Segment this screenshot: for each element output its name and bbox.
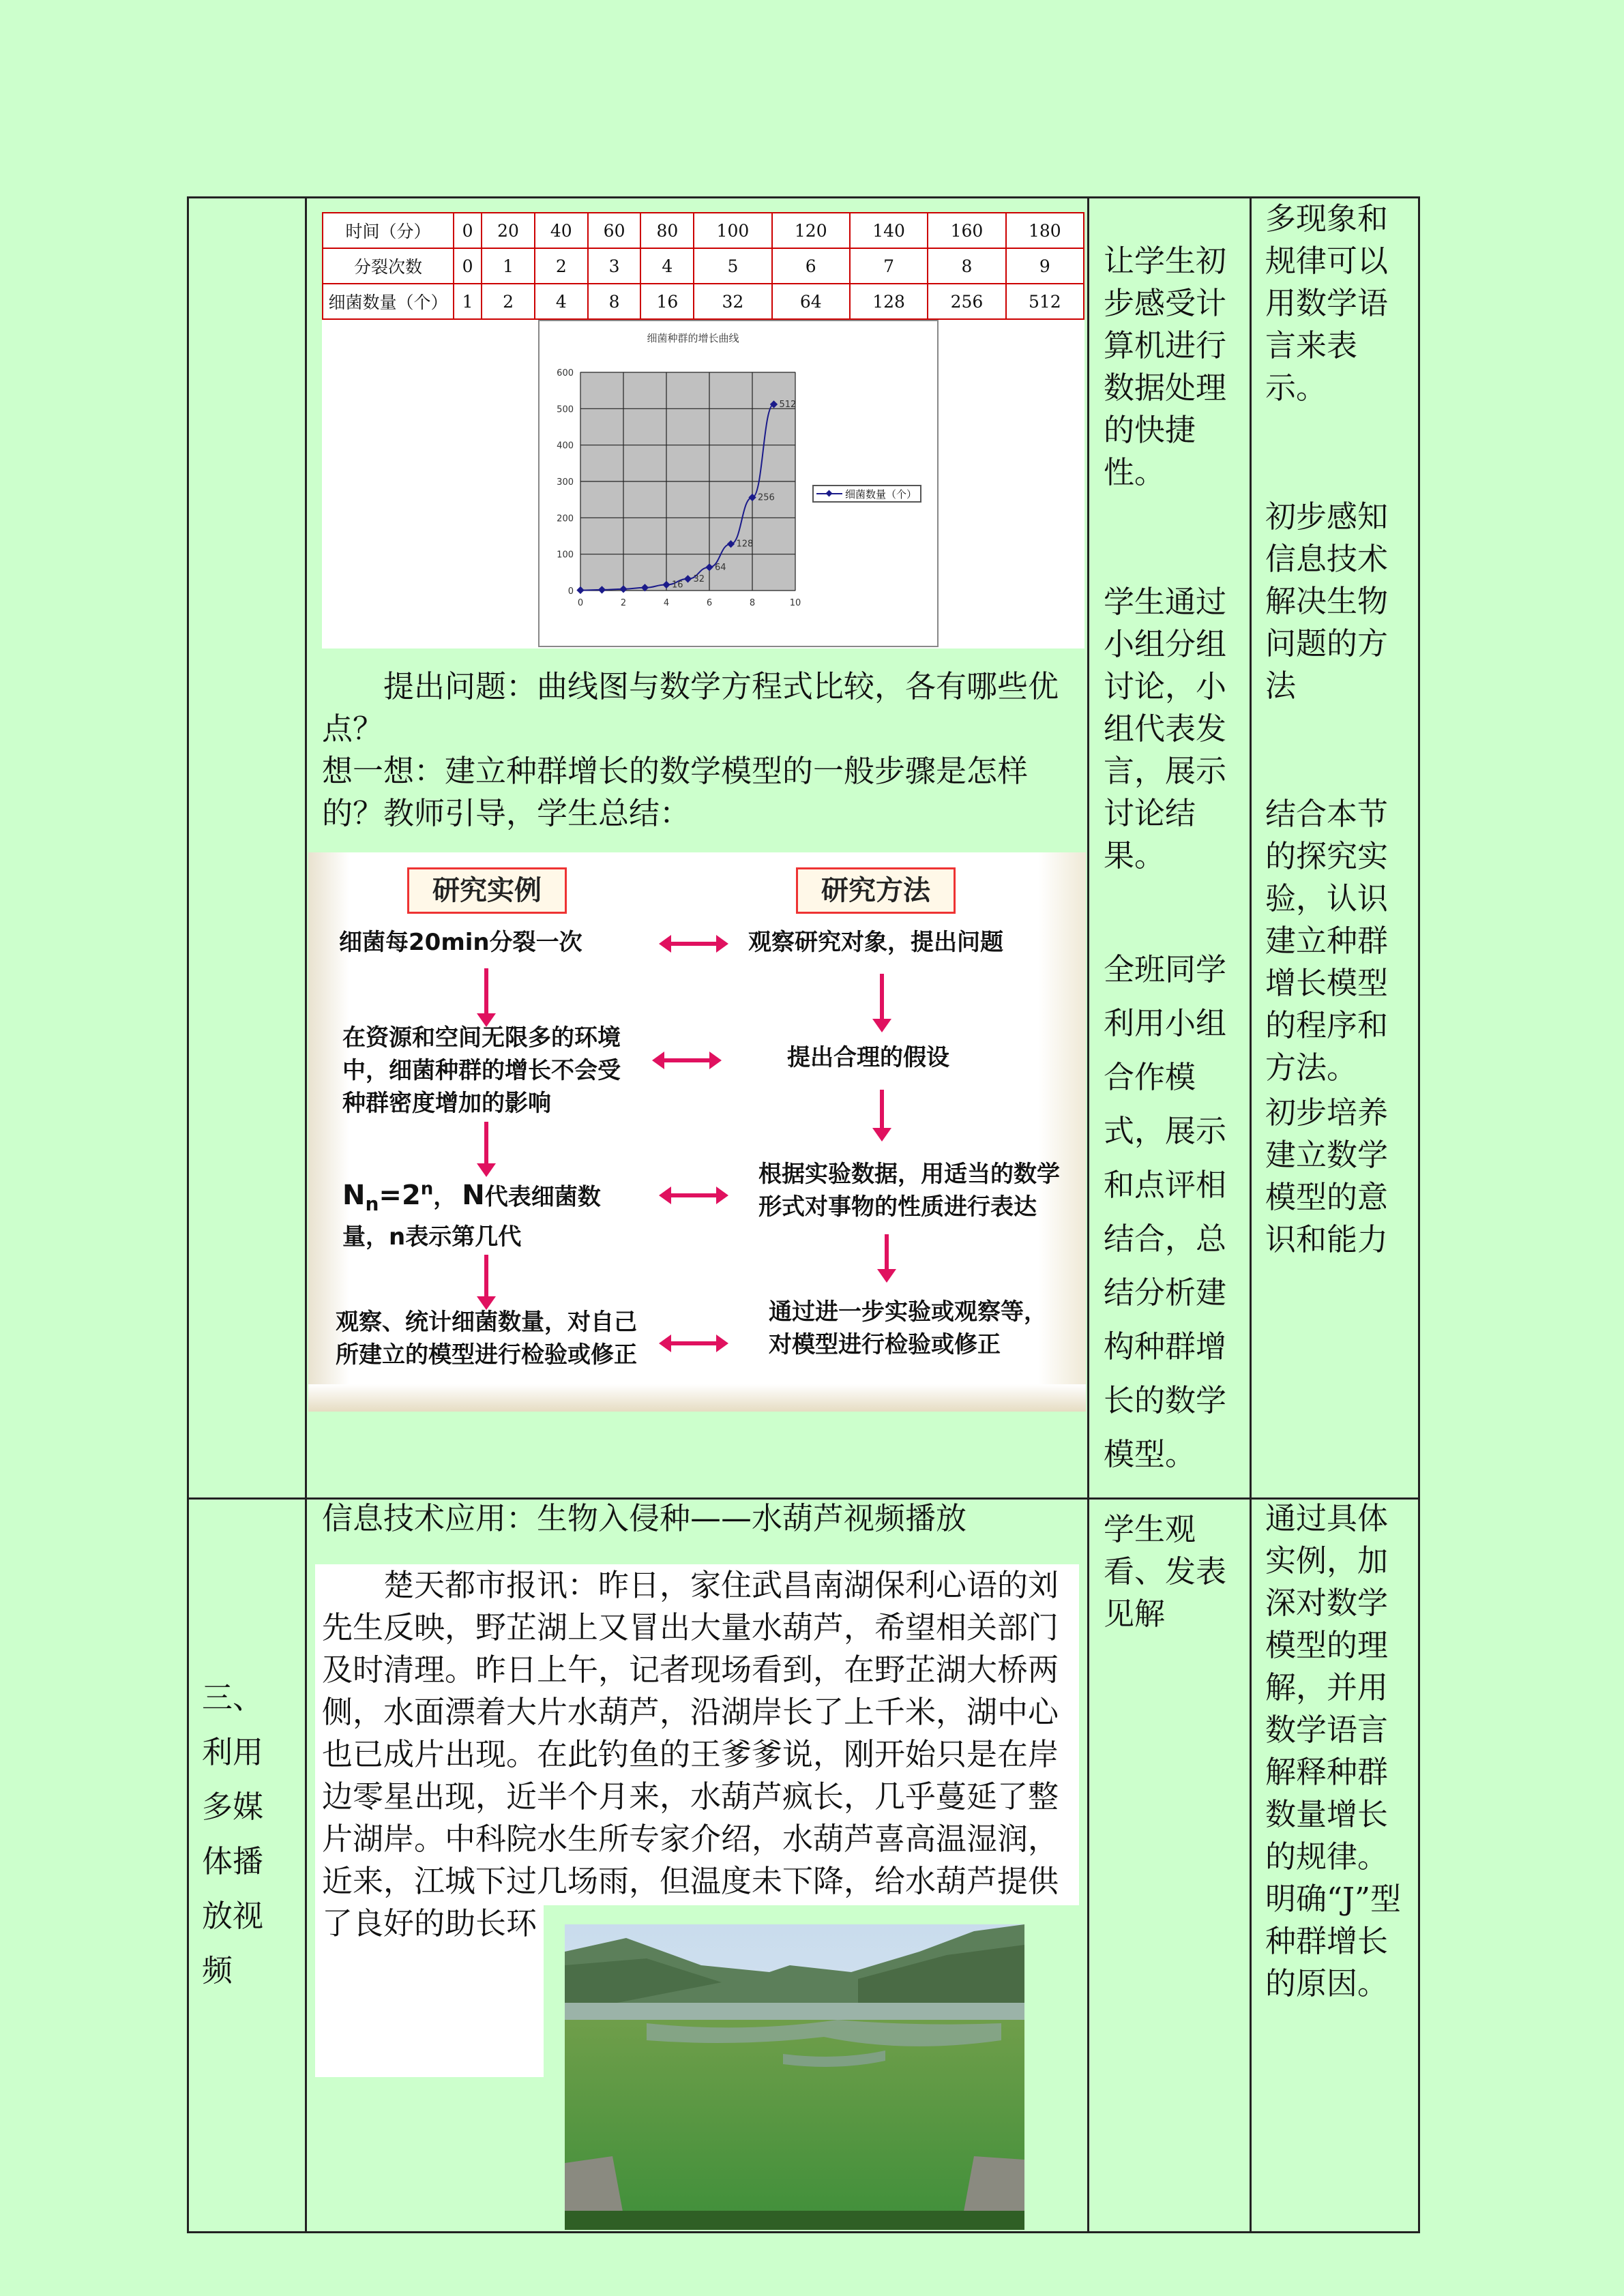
table-cell: 4 — [535, 284, 588, 319]
formula-eq: =2 — [379, 1180, 421, 1212]
table-col-divider-3 — [1250, 196, 1252, 2233]
x-tick-label: 8 — [749, 598, 756, 608]
table-cell: 64 — [772, 284, 850, 319]
table-row — [323, 213, 1084, 248]
table-left-border — [187, 196, 189, 2233]
section-title: 三、利用多媒体播放视频 — [202, 1680, 264, 1988]
diagram-bg-bottom — [308, 1384, 1086, 1412]
water-hyacinth-photo — [565, 1924, 1024, 2230]
table-cell: 5 — [694, 248, 771, 284]
table-col-divider-2 — [1087, 196, 1089, 2233]
row-label: 细菌数量（个） — [323, 284, 454, 319]
double-arrow-icon — [670, 1341, 718, 1345]
formula-n: N — [342, 1180, 366, 1212]
table-cell: 1 — [454, 284, 482, 319]
step-left-1: 细菌每20min分裂一次 — [339, 929, 582, 956]
step-right-1: 观察研究对象，提出问题 — [748, 929, 1003, 956]
table-cell: 9 — [1006, 248, 1084, 284]
table-cell: 6 — [772, 248, 850, 284]
down-arrow-icon — [885, 1234, 889, 1272]
y-tick-label: 100 — [557, 550, 574, 561]
step-left-2: 在资源和空间无限多的环境中，细菌种群的增长不会受种群密度增加的影响 — [342, 1024, 621, 1117]
table-cell: 0 — [454, 213, 482, 248]
table-cell: 180 — [1006, 213, 1084, 248]
formula-comma: ， — [433, 1183, 457, 1211]
x-tick-label: 10 — [789, 598, 801, 608]
table-cell: 120 — [772, 213, 850, 248]
table-cell: 160 — [928, 213, 1005, 248]
step-right-2: 提出合理的假设 — [787, 1044, 949, 1071]
header-research-example: 研究实例 — [407, 867, 567, 914]
chart-area — [322, 320, 1084, 648]
table-cell: 20 — [482, 213, 535, 248]
bacteria-data-table — [322, 212, 1084, 320]
formula-subscript: n — [365, 1193, 379, 1216]
table-row — [323, 284, 1084, 319]
table-cell: 0 — [454, 248, 482, 284]
purpose-text-3: 全班同学利用小组合作模式，展示和点评相结合，总结分析建构种群增长的数学模型。 — [1104, 951, 1227, 1472]
table-col-divider-1 — [305, 196, 307, 2233]
growth-chart-svg — [540, 321, 937, 646]
table-cell: 3 — [588, 248, 641, 284]
data-label: 256 — [758, 492, 775, 503]
viewing-text: 学生观看、发表见解 — [1104, 1511, 1227, 1632]
down-arrow-icon — [484, 1255, 488, 1299]
think-text: 想一想：建立种群增长的数学模型的一般步骤是怎样的？教师引导，学生总结： — [322, 753, 1029, 831]
formula-superscript: n — [420, 1179, 434, 1199]
table-cell: 128 — [850, 284, 928, 319]
goal-text-3: 结合本节的探究实验，认识建立种群增长模型的程序和方法。 — [1265, 796, 1389, 1086]
goal-text-1: 多现象和规律可以用数学语言来表示。 — [1265, 200, 1389, 406]
legend-label: 细菌数量（个） — [845, 488, 917, 501]
table-cell: 4 — [640, 248, 694, 284]
modeling-steps-diagram — [308, 852, 1086, 1412]
table-cell: 2 — [482, 284, 535, 319]
video-heading: 信息技术应用：生物入侵种——水葫芦视频播放 — [322, 1500, 967, 1536]
table-cell: 512 — [1006, 284, 1084, 319]
step-right-3: 根据实验数据，用适当的数学形式对事物的性质进行表达 — [758, 1161, 1060, 1221]
data-label: 512 — [779, 399, 797, 410]
chart-title: 细菌种群的增长曲线 — [647, 332, 739, 344]
header-research-method: 研究方法 — [796, 867, 956, 914]
table-cell: 8 — [588, 284, 641, 319]
table-cell: 7 — [850, 248, 928, 284]
data-label: 32 — [693, 573, 705, 584]
table-cell: 60 — [588, 213, 641, 248]
row-label: 时间（分） — [323, 213, 454, 248]
growth-chart — [538, 320, 939, 647]
table-cell: 40 — [535, 213, 588, 248]
table-cell: 2 — [535, 248, 588, 284]
y-tick-label: 600 — [557, 368, 574, 378]
y-tick-label: 200 — [557, 513, 574, 524]
x-tick-label: 0 — [577, 598, 584, 608]
table-cell: 80 — [640, 213, 694, 248]
news-text: 楚天都市报讯：昨日，家住武昌南湖保利心语的刘先生反映，野芷湖上又冒出大量水葫芦，希望相关部门及时清理。昨日上午，记者现场看到，在野芷湖大桥两侧，水面漂着大片水葫芦，沿湖岸长了上千米，湖中心也已成片出现。在此钓鱼的王爹爹说，刚开始只是在岸边零星出现，近半个月来，水葫芦疯长，几乎蔓延了整片湖岸。中科院水生所专家介绍，水葫芦喜高温湿润，近来，江城下过几场雨，但温度未下降，给水葫芦提供了良好的助长环 — [322, 1567, 1059, 1941]
y-tick-label: 300 — [557, 477, 574, 488]
y-tick-label: 400 — [557, 441, 574, 451]
formula — [342, 1179, 434, 1216]
formula-desc: 代表细菌数量，n表示第几代 — [342, 1183, 601, 1251]
table-top-border — [187, 196, 1420, 198]
step-left-4: 观察、统计细菌数量，对自己所建立的模型进行检验或修正 — [336, 1309, 637, 1369]
table-row — [323, 248, 1084, 284]
step-left-3 — [342, 1173, 643, 1253]
lake-photo-svg — [565, 1924, 1024, 2230]
double-arrow-icon — [670, 942, 718, 946]
double-arrow-icon — [663, 1058, 711, 1062]
x-tick-label: 2 — [620, 598, 627, 608]
down-arrow-icon — [880, 1090, 884, 1131]
down-arrow-icon — [880, 974, 884, 1022]
table-cell: 256 — [928, 284, 1005, 319]
data-label: 128 — [736, 539, 754, 550]
y-tick-label: 500 — [557, 404, 574, 415]
question-text: 提出问题：曲线图与数学方程式比较，各有哪些优点？ — [322, 668, 1059, 747]
legend-marker-icon — [816, 493, 842, 494]
down-arrow-icon — [484, 968, 488, 1016]
goal-text-5: 通过具体实例，加深对数学模型的理解，并用数学语言解释种群数量增长的规律。明确“J”型种群增长的原因。 — [1265, 1500, 1402, 2001]
formula-n2: N — [462, 1180, 485, 1212]
row-label: 分裂次数 — [323, 248, 454, 284]
purpose-text-2: 学生通过小组分组讨论，小组代表发言，展示讨论结果。 — [1104, 584, 1227, 874]
goal-text-4: 初步培养建立数学模型的意识和能力 — [1265, 1094, 1389, 1257]
data-label: 64 — [715, 562, 726, 573]
table-bottom-border — [187, 2231, 1420, 2233]
table-cell: 32 — [694, 284, 771, 319]
step-right-4: 通过进一步实验或观察等，对模型进行检验或修正 — [769, 1298, 1047, 1358]
down-arrow-icon — [484, 1122, 488, 1166]
double-arrow-icon — [670, 1193, 718, 1197]
table-cell: 8 — [928, 248, 1005, 284]
data-label: 16 — [672, 580, 683, 591]
chart-legend — [812, 485, 921, 503]
table-cell: 16 — [640, 284, 694, 319]
table-cell: 100 — [694, 213, 771, 248]
purpose-text-1: 让学生初步感受计算机进行数据处理的快捷性。 — [1104, 243, 1227, 490]
x-tick-label: 4 — [663, 598, 670, 608]
y-tick-label: 0 — [567, 586, 574, 597]
table-cell: 1 — [482, 248, 535, 284]
table-right-border — [1418, 196, 1420, 2233]
x-tick-label: 6 — [706, 598, 713, 608]
goal-text-2: 初步感知信息技术解决生物问题的方法 — [1265, 498, 1389, 704]
table-cell: 140 — [850, 213, 928, 248]
